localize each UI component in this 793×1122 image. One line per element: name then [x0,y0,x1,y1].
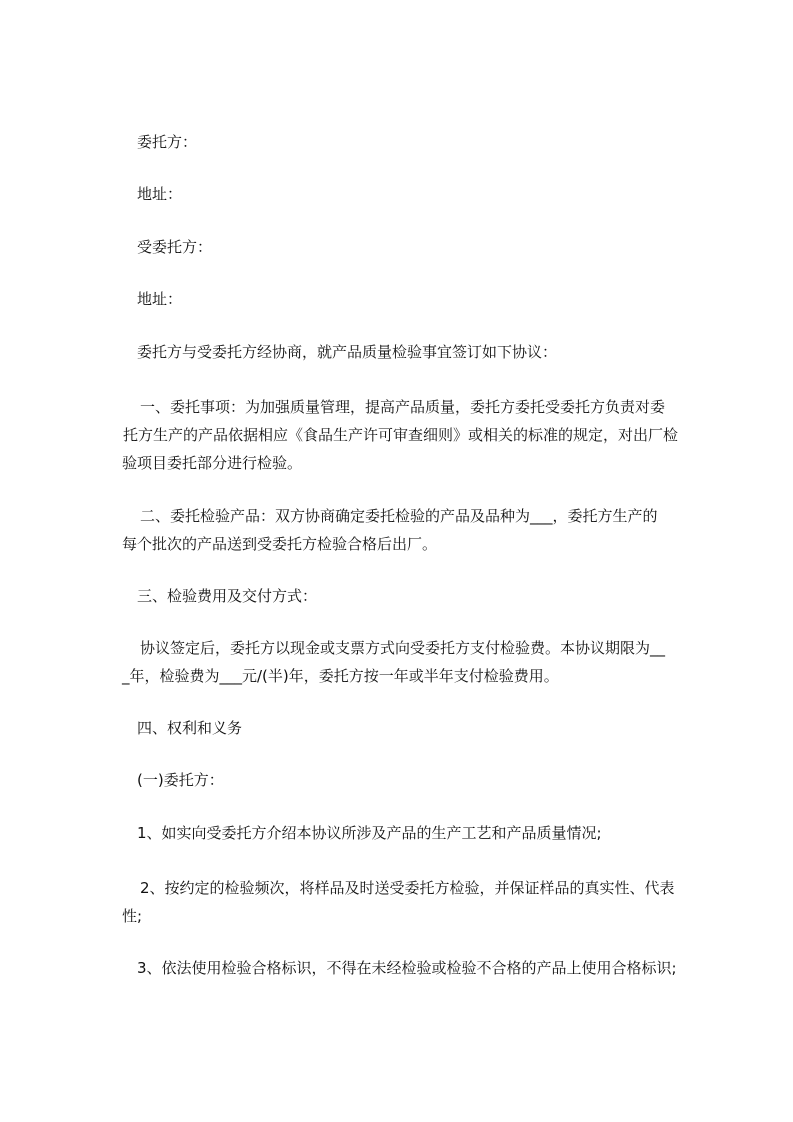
clause-1-line-2: 托方生产的产品依据相应《食品生产许可审查细则》或相关的标准的规定，对出厂检 [123,426,679,444]
client-label-text: 委托方： [137,133,198,151]
contractor-label-text: 受委托方： [137,238,213,256]
clause-2-line-1: 二、委托检验产品：双方协商确定委托检验的产品及品种为___，委托方生产的 [140,507,658,525]
item-2-line-2: 性; [122,907,143,925]
clause-1-line-1: 一、委托事项：为加强质量管理，提高产品质量，委托方委托受委托方负责对委 [140,398,666,416]
clause-3-line-1: 协议签定后，委托方以现金或支票方式向受委托方支付检验费。本协议期限为__ [140,639,666,657]
subsection-1-heading-text: (一)委托方： [137,771,224,789]
clause-3-heading-text: 三、检验费用及交付方式： [137,587,318,605]
item-1-text: 1、如实向受委托方介绍本协议所涉及产品的生产工艺和产品质量情况; [137,824,602,842]
clause-4-heading-text: 四、权利和义务 [137,719,243,737]
intro-text: 委托方与受委托方经协商，就产品质量检验事宜签订如下协议： [137,343,558,361]
item-3-text: 3、依法使用检验合格标识，不得在未经检验或检验不合格的产品上使用合格标识; [137,959,677,977]
client-address-label-text: 地址： [137,185,183,203]
clause-3-line-2: _年，检验费为___元/(半)年，委托方按一年或半年支付检验费用。 [122,667,559,685]
clause-1-line-3: 验项目委托部分进行检验。 [122,454,303,472]
contractor-address-label-text: 地址： [137,290,183,308]
item-2-line-1: 2、按约定的检验频次，将样品及时送受委托方检验，并保证样品的真实性、代表 [140,879,675,897]
clause-2-line-2: 每个批次的产品送到受委托方检验合格后出厂。 [122,535,438,553]
